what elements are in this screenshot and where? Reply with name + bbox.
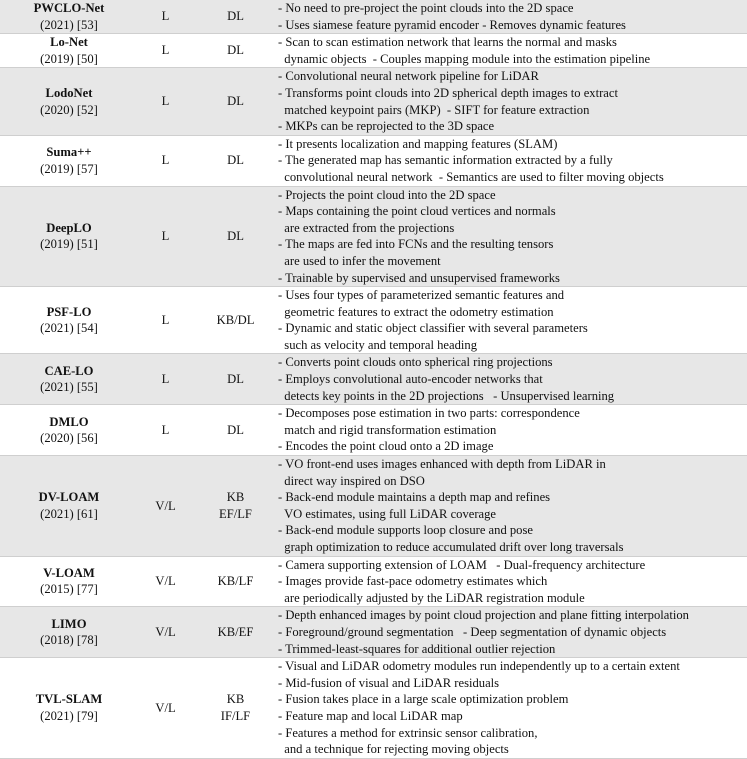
description-cell [278, 68, 747, 135]
description-line: - Convolutional neural network pipeline for LiDAR [278, 69, 539, 84]
method-name-cell [0, 287, 138, 354]
sensor-cell: V/L [138, 607, 193, 658]
description-line: - Dynamic and static object classifier with several parameters [278, 321, 588, 336]
method-name-cell [0, 607, 138, 658]
description-cell [278, 354, 747, 405]
description-line: - Converts point clouds onto spherical ring projections [278, 355, 553, 370]
description-line: - Uses four types of parameterized semantic features and [278, 288, 565, 303]
description-line: detects key points in the 2D projections - Unsupervised learning [278, 388, 615, 403]
description-line: are used to infer the movement [278, 253, 441, 268]
method-name: CAE-LO [44, 363, 94, 378]
method-name-cell [0, 405, 138, 456]
description-cell [278, 287, 747, 354]
description-line: - Back-end module maintains a depth map and refines [278, 490, 551, 505]
table-row [0, 405, 747, 456]
description-line: and a technique for rejecting moving objects [278, 742, 509, 757]
method-name: DV-LOAM [38, 490, 100, 505]
method-year-ref: (2021) [53] [40, 17, 98, 32]
description-cell [278, 556, 747, 607]
method-name: PWCLO-Net [33, 1, 105, 15]
table-row [0, 354, 747, 405]
description-line: - The maps are fed into FCNs and the resulting tensors [278, 237, 554, 252]
approach-cell: KB/EF [193, 607, 278, 658]
method-name: DMLO [49, 414, 89, 429]
table-row [0, 658, 747, 759]
description-line: - No need to pre-project the point clouds into the 2D space [278, 1, 574, 15]
approach-cell: DL [227, 43, 244, 58]
method-year-ref: (2021) [61] [40, 506, 98, 521]
description-line: such as velocity and temporal heading [278, 337, 477, 352]
method-name-cell [0, 34, 138, 68]
method-name: PSF-LO [46, 304, 92, 319]
description-line: - Transforms point clouds into 2D spherical depth images to extract [278, 85, 618, 100]
sensor-cell: L [138, 354, 193, 405]
sensor-cell: L [161, 312, 170, 327]
table-row [0, 68, 747, 135]
description-line: - VO front-end uses images enhanced with depth from LiDAR in [278, 457, 606, 472]
approach-cell: DL [227, 153, 244, 168]
description-line: dynamic objects - Couples mapping module into the estimation pipeline [278, 51, 651, 66]
description-line: graph optimization to reduce accumulated drift over long traversals [278, 540, 624, 554]
description-line: - Decomposes pose estimation in two parts: correspondence [278, 406, 580, 421]
description-line: - Uses siamese feature pyramid encoder - Removes dynamic features [278, 17, 626, 32]
method-name: DeepLO [46, 220, 92, 235]
description-line: match and rigid transformation estimation [278, 422, 497, 437]
description-line: - Images provide fast-pace odometry estimates which [278, 574, 548, 589]
method-year-ref: (2015) [77] [40, 582, 98, 597]
description-cell [278, 0, 747, 34]
description-line: - Maps containing the point cloud vertices and normals [278, 204, 556, 219]
description-line: - Camera supporting extension of LOAM - Dual-frequency architecture [278, 557, 646, 572]
method-year-ref: (2020) [52] [40, 102, 98, 117]
method-name-cell [0, 456, 138, 557]
sensor-cell: L [138, 0, 193, 34]
description-line: - Projects the point cloud into the 2D space [278, 187, 496, 202]
method-name: TVL-SLAM [35, 692, 103, 707]
method-name: V-LOAM [43, 565, 95, 580]
description-line: geometric features to extract the odometry estimation [278, 304, 554, 319]
description-line: - Feature map and local LiDAR map [278, 708, 463, 723]
approach-cell: KB IF/LF [220, 692, 251, 723]
description-line: - Depth enhanced images by point cloud projection and plane fitting interpolation [278, 608, 689, 623]
method-name-cell [0, 135, 138, 186]
method-year-ref: (2019) [57] [40, 161, 98, 176]
method-year-ref: (2019) [51] [40, 237, 98, 252]
approach-cell: KB/LF [217, 574, 254, 589]
method-name: Suma++ [46, 145, 92, 160]
table-row [0, 0, 747, 34]
description-cell [278, 658, 747, 759]
description-line: - Back-end module supports loop closure and pose [278, 523, 533, 538]
description-line: - It presents localization and mapping features (SLAM) [278, 136, 558, 151]
description-cell [278, 405, 747, 456]
description-cell [278, 186, 747, 287]
description-line: - Visual and LiDAR odometry modules run independently up to a certain extent [278, 659, 680, 674]
method-name-cell [0, 68, 138, 135]
approach-cell: DL [193, 354, 278, 405]
approach-cell: DL [193, 186, 278, 287]
table-row [0, 135, 747, 186]
method-name: Lo-Net [50, 35, 88, 50]
method-year-ref: (2018) [78] [40, 633, 98, 648]
method-year-ref: (2021) [55] [40, 380, 98, 395]
method-name: LIMO [51, 616, 87, 631]
description-line: VO estimates, using full LiDAR coverage [278, 506, 497, 521]
description-line: - Features a method for extrinsic sensor calibration, [278, 725, 538, 740]
table-row [0, 34, 747, 68]
description-line: matched keypoint pairs (MKP) - SIFT for feature extraction [278, 102, 590, 117]
description-cell [278, 34, 747, 68]
table-row [0, 186, 747, 287]
sensor-cell: L [161, 43, 170, 58]
method-name-cell [0, 658, 138, 759]
method-year-ref: (2021) [54] [40, 321, 98, 336]
approach-cell: KB/DL [216, 312, 255, 327]
method-name: LodoNet [45, 85, 93, 100]
method-name-cell [0, 556, 138, 607]
description-line: - Trimmed-least-squares for additional outlier rejection [278, 641, 556, 656]
description-line: - The generated map has semantic information extracted by a fully [278, 153, 613, 168]
description-line: convolutional neural network - Semantics are used to filter moving objects [278, 169, 664, 184]
method-year-ref: (2019) [50] [40, 51, 98, 66]
approach-cell: KB EF/LF [193, 456, 278, 557]
description-line: - MKPs can be reprojected to the 3D space [278, 119, 495, 134]
sensor-cell: L [138, 186, 193, 287]
sensor-cell: L [161, 153, 170, 168]
approach-cell: DL [193, 68, 278, 135]
description-cell [278, 135, 747, 186]
description-line: are periodically adjusted by the LiDAR registration module [278, 590, 585, 605]
description-line: - Employs convolutional auto-encoder networks that [278, 372, 543, 387]
method-year-ref: (2020) [56] [40, 431, 98, 446]
sensor-cell: V/L [138, 456, 193, 557]
description-line: - Encodes the point cloud onto a 2D image [278, 439, 494, 454]
approach-cell: DL [193, 0, 278, 34]
description-line: - Fusion takes place in a large scale optimization problem [278, 692, 569, 707]
table-row [0, 607, 747, 658]
description-line: - Mid-fusion of visual and LiDAR residuals [278, 675, 500, 690]
sensor-cell: L [138, 68, 193, 135]
description-line: - Foreground/ground segmentation - Deep segmentation of dynamic objects [278, 624, 667, 639]
sensor-cell: L [161, 422, 170, 437]
description-line: - Scan to scan estimation network that learns the normal and masks [278, 35, 617, 50]
description-cell [278, 456, 747, 557]
approach-cell: DL [227, 422, 244, 437]
sensor-cell: V/L [155, 700, 176, 715]
method-name-cell [0, 0, 138, 34]
table-row [0, 287, 747, 354]
description-line: - Trainable by supervised and unsupervised frameworks [278, 270, 560, 285]
description-line: direct way inspired on DSO [278, 473, 425, 488]
method-year-ref: (2021) [79] [40, 708, 98, 723]
description-cell [278, 607, 747, 658]
description-line: are extracted from the projections [278, 220, 455, 235]
sensor-cell: V/L [155, 574, 176, 589]
method-name-cell [0, 186, 138, 287]
table-row [0, 556, 747, 607]
method-name-cell [0, 354, 138, 405]
table-row [0, 456, 747, 557]
